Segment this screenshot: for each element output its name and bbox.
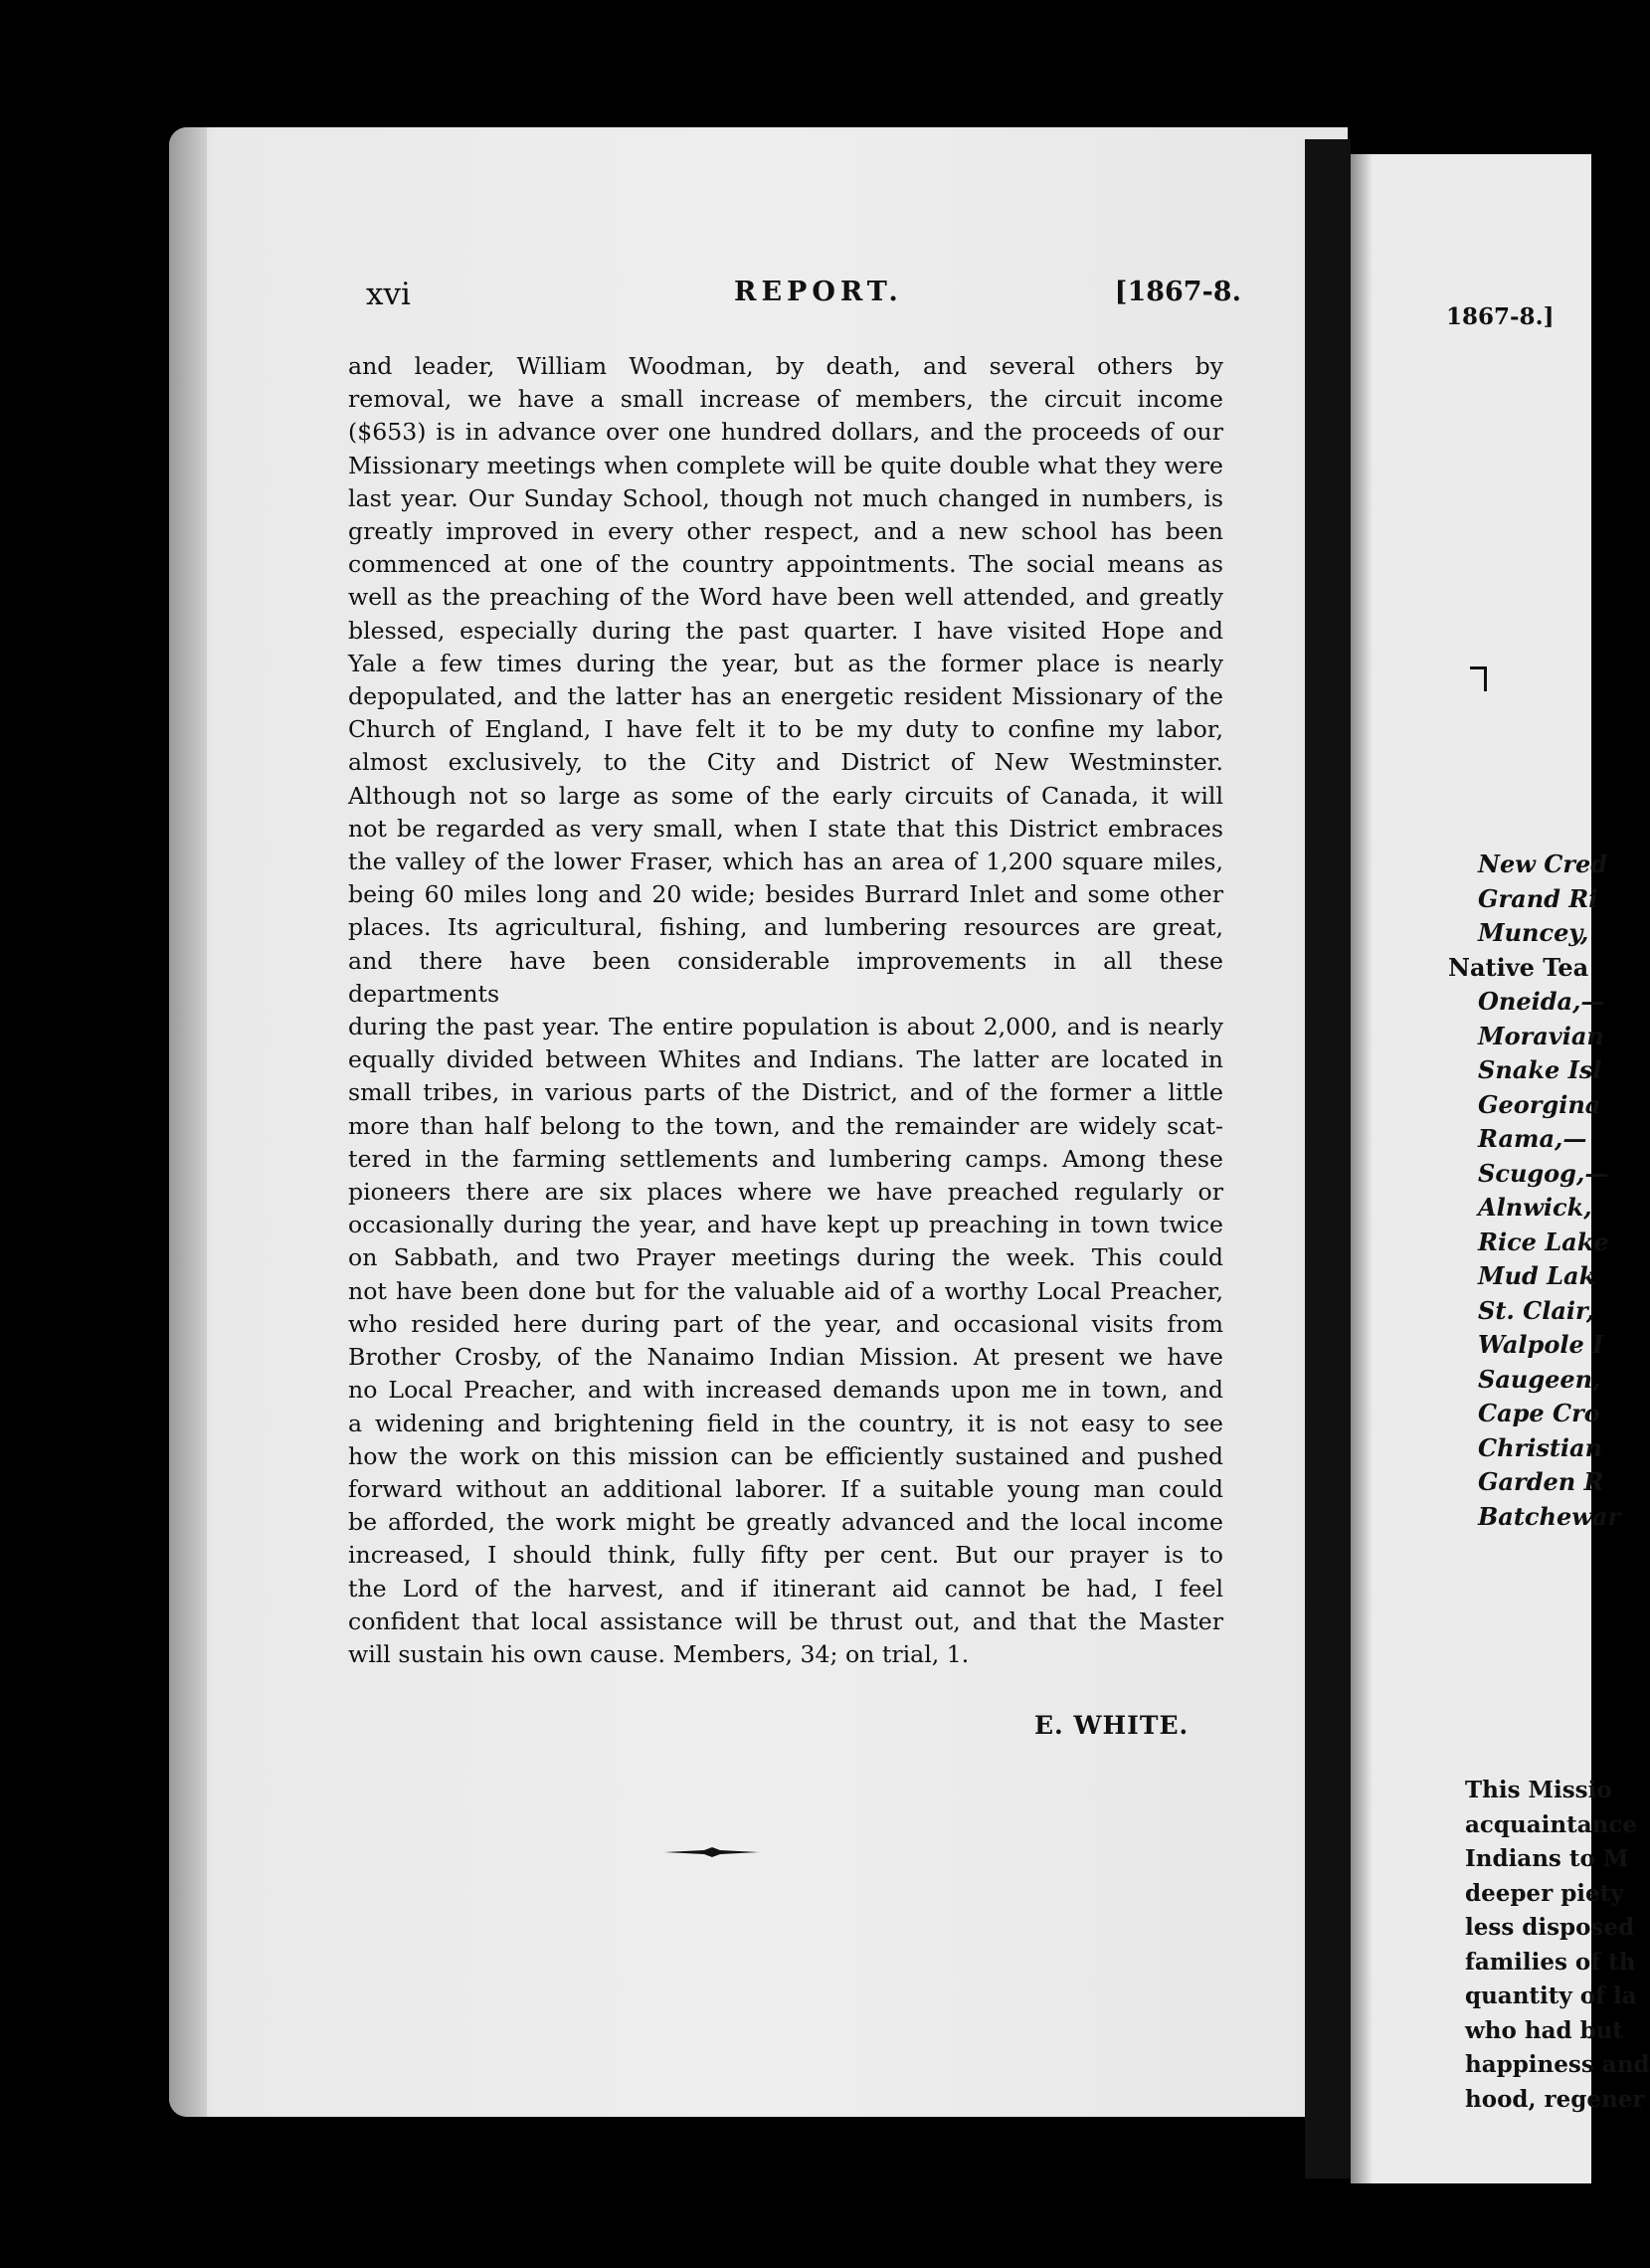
list-item: Rice Lake [1478,1227,1609,1256]
text-line: occasionally during the year, and have kept up preaching in town twice [348,1211,1223,1239]
text-line: and there have been considerable improvements in all these departments [348,946,1223,1008]
text-line: increased, I should think, fully fifty per cent. But our prayer is to [348,1541,1223,1570]
right-page-year: 1867-8.] [1446,303,1555,330]
text-line: happiness and [1465,2051,1650,2078]
text-line: Although not so large as some of the early circuits of Canada, it will [348,781,1223,810]
list-item: Cape Cro [1478,1399,1600,1427]
list-item: Scugog,— [1478,1158,1609,1188]
text-line: on Sabbath, and two Prayer meetings during the week. This could [348,1243,1223,1272]
text-line: hood, regener [1465,2085,1645,2113]
show-through-text [348,1751,1223,1960]
text-line: who resided here during part of the year, and occasional visits from [348,1309,1223,1338]
list-item: Muncey, [1478,918,1589,947]
report-body [348,350,1223,1671]
mission-list [1351,848,1620,1534]
list-item: Georgina [1478,1089,1601,1119]
text-line: not have been done but for the valuable aid of a worthy Local Preacher, [348,1276,1223,1305]
text-line: no Local Preacher, and with increased demands upon me in town, and [348,1376,1223,1405]
text-line: well as the preaching of the Word have been well attended, and greatly [348,583,1223,612]
list-item: Grand Ri [1478,883,1598,913]
text-line: being 60 miles long and 20 wide; besides Burrard Inlet and some other [348,880,1223,909]
text-line: Church of England, I have felt it to be my duty to confine my labor, [348,715,1223,744]
text-line: not be regarded as very small, when I state that this District embraces [348,814,1223,843]
page-header [366,277,1241,316]
text-line: will sustain his own cause. Members, 34; on trial, 1. [348,1639,970,1668]
list-item: Oneida,— [1478,987,1605,1016]
list-heading: Native Tea [1448,952,1589,982]
text-line: confident that local assistance will be thrust out, and that the Master [348,1606,1223,1635]
book-gutter [1305,139,1351,2178]
text-line: blessed, especially during the past quarter. I have visited Hope and [348,616,1223,645]
list-item: St. Clair, [1478,1295,1595,1325]
text-line: quantity of la [1465,1983,1637,2009]
list-item: Saugeen, [1478,1364,1601,1394]
text-line: Indians to M [1465,1845,1629,1872]
right-page-paragraph [1351,1774,1650,2117]
bracket-mark [1470,666,1487,691]
text-line: be afforded, the work might be greatly advanced and the local income [348,1508,1223,1537]
list-item: New Cred [1478,850,1608,878]
text-line: places. Its agricultural, fishing, and lumbering resources are great, [348,913,1223,942]
text-line: a widening and brightening field in the country, it is not easy to see [348,1409,1223,1437]
text-line: depopulated, and the latter has an energetic resident Missionary of the [348,682,1223,711]
header-year: [1867-8. [1114,277,1241,307]
text-line: deeper piety [1465,1879,1624,1907]
text-line: acquaintance [1465,1810,1637,1838]
text-line: small tribes, in various parts of the District, and of the former a little [348,1078,1223,1107]
text-line: the valley of the lower Fraser, which has an area of 1,200 square miles, [348,848,1223,876]
text-line: during the past year. The entire population is about 2,000, and is nearly [348,1013,1223,1041]
list-item: Walpole I [1478,1330,1604,1359]
list-item: Alnwick, [1478,1193,1592,1222]
list-item: Mud Lak [1478,1261,1596,1290]
text-line: commenced at one of the country appointments. The social means as [348,550,1223,579]
text-line: greatly improved in every other respect, and a new school has been [348,517,1223,546]
text-line: and leader, William Woodman, by death, and several others by [348,352,1223,380]
text-line: almost exclusively, to the City and District of New Westminster. [348,748,1223,777]
text-line: Brother Crosby, of the Nanaimo Indian Mission. At present we have [348,1343,1223,1372]
right-page [1351,154,1650,2183]
list-item: Rama,— [1478,1124,1587,1153]
signature: E. WHITE. [1034,1711,1190,1740]
text-line: Missionary meetings when complete will be quite double what they were [348,451,1223,479]
text-line: removal, we have a small increase of members, the circuit income [348,385,1223,414]
left-page-edge [169,127,207,2117]
list-item: Garden R [1478,1467,1604,1496]
text-line: how the work on this mission can be efficiently sustained and pushed [348,1441,1223,1470]
text-line: pioneers there are six places where we have preached regularly or [348,1178,1223,1207]
page-number: xvi [366,277,411,312]
text-line: This Missio [1465,1777,1612,1803]
text-line: forward without an additional laborer. If a suitable young man could [348,1474,1223,1503]
list-item: Christian [1478,1432,1603,1462]
section-rule-ornament [664,1845,760,1859]
list-item: Moravian [1478,1021,1604,1050]
text-line: equally divided between Whites and Indians. The latter are located in [348,1045,1223,1074]
list-item: Snake Isl [1478,1055,1602,1084]
text-line: ($653) is in advance over one hundred dollars, and the proceeds of our [348,418,1223,447]
text-line: tered in the farming settlements and lumbering camps. Among these [348,1144,1223,1173]
running-title: REPORT. [734,277,903,307]
text-line: more than half belong to the town, and the remainder are widely scat- [348,1111,1223,1140]
text-line: less disposed [1465,1914,1635,1941]
list-item: Batchewar [1478,1501,1621,1531]
text-line: last year. Our Sunday School, though not much changed in numbers, is [348,483,1223,512]
text-line: the Lord of the harvest, and if itinerant aid cannot be had, I feel [348,1574,1223,1603]
text-line: families of th [1465,1948,1636,1976]
text-line: Yale a few times during the year, but as the former place is nearly [348,649,1223,677]
text-line: who had but [1465,2016,1624,2044]
